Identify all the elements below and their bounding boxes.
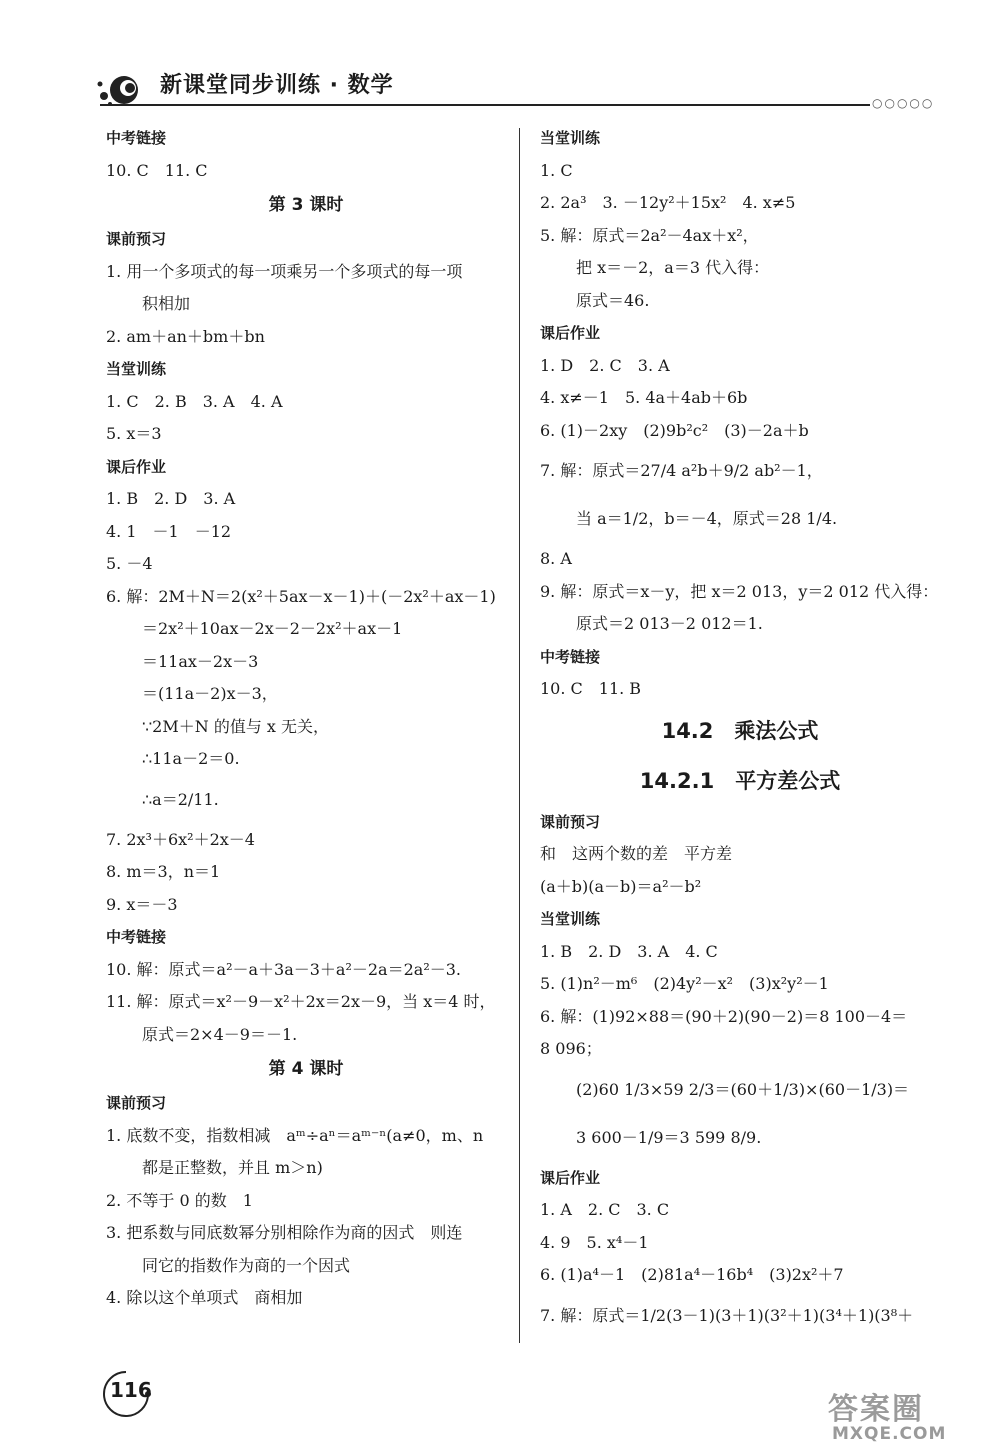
section-heading: 课前预习 — [106, 1094, 167, 1112]
section-heading: 当堂训练 — [540, 910, 601, 928]
page-number: 116 — [110, 1378, 152, 1402]
answer-line: 3 600－1/9＝3 599 8/9. — [576, 1127, 762, 1147]
section-heading: 课前预习 — [106, 230, 167, 248]
lesson-heading: 14.2.1 平方差公式 — [639, 768, 841, 793]
answer-line: 1. 用一个多项式的每一项乘另一个多项式的每一项 — [106, 261, 463, 281]
answer-line: 1. C — [540, 160, 573, 180]
section-heading: 课后作业 — [540, 324, 601, 342]
answer-line: 原式＝2×4－9＝－1. — [142, 1024, 298, 1044]
section-heading: 当堂训练 — [106, 360, 167, 378]
answer-line: 都是正整数，并且 m＞n) — [142, 1158, 323, 1177]
answer-line: 1. B 2. D 3. A 4. C — [540, 941, 718, 961]
lesson-heading: 第 3 课时 — [268, 195, 344, 215]
page-header-title: 新课堂同步训练 · 数学 — [160, 73, 394, 98]
answer-line: 1. D 2. C 3. A — [540, 355, 670, 375]
answer-line: 3. 把系数与同底数幂分别相除作为商的因式 则连 — [106, 1223, 463, 1242]
header-rule — [100, 104, 870, 106]
right-column — [540, 122, 940, 1340]
column-divider — [519, 128, 520, 1343]
watermark-url: MXQE.COM — [832, 1424, 947, 1444]
lesson-heading: 14.2 乘法公式 — [661, 718, 819, 743]
answer-line: 4. 9 5. x⁴－1 — [540, 1232, 649, 1252]
answer-line: (2)60 1/3×59 2/3＝(60＋1/3)×(60－1/3)＝ — [576, 1079, 910, 1099]
page-number-badge — [100, 1368, 152, 1420]
header-dots: ○○○○○ — [872, 96, 935, 110]
answer-line: 同它的指数作为商的一个因式 — [142, 1255, 351, 1275]
answer-line: 原式＝2 013－2 012＝1. — [576, 614, 763, 633]
answer-line: 当 a＝1/2，b＝－4，原式＝28 1/4. — [576, 509, 838, 528]
answer-line: 9. x＝－3 — [106, 894, 178, 914]
section-heading: 课后作业 — [540, 1168, 601, 1187]
answer-line: 2. am＋an＋bm＋bn — [106, 326, 265, 346]
answer-line: 8. m＝3，n＝1 — [106, 862, 221, 881]
answer-line: 10. C 11. C — [106, 160, 208, 180]
answer-line: ∴11a－2＝0. — [142, 749, 240, 768]
answer-line: 1. A 2. C 3. C — [540, 1200, 670, 1219]
page-header — [0, 60, 1000, 110]
answer-line: ＝11ax－2x－3 — [142, 651, 259, 671]
answer-line: 1. 底数不变，指数相减 aᵐ÷aⁿ＝aᵐ⁻ⁿ(a≠0，m、n — [106, 1125, 484, 1145]
answer-line: 5. －4 — [106, 554, 153, 573]
answer-line: ∴a＝2/11. — [142, 789, 219, 809]
watermark — [828, 1380, 988, 1450]
answer-line: 10. C 11. B — [540, 679, 642, 698]
answer-line: 8. A — [540, 549, 572, 568]
left-column — [106, 122, 506, 1315]
answer-line: 原式＝46. — [576, 290, 650, 310]
answer-line: 6. 解：2M＋N＝2(x²＋5ax－x－1)＋(－2x²＋ax－1) — [106, 586, 496, 606]
answer-line: 4. 1 －1 －12 — [106, 521, 232, 541]
answer-line: 积相加 — [142, 294, 191, 313]
section-heading: 中考链接 — [540, 647, 601, 666]
section-heading: 课前预习 — [540, 812, 601, 831]
answer-line: 2. 不等于 0 的数 1 — [106, 1190, 253, 1210]
watermark-text: 答案圈 — [828, 1392, 924, 1427]
answer-line: 和 这两个数的差 平方差 — [540, 844, 733, 863]
answer-line: 9. 解：原式＝x－y，把 x＝2 013，y＝2 012 代入得： — [540, 581, 939, 601]
answer-line: 1. B 2. D 3. A — [106, 489, 236, 508]
answer-line: 7. 2x³＋6x²＋2x－4 — [106, 829, 255, 849]
section-heading: 课后作业 — [106, 457, 167, 476]
answer-line: 2. 2a³ 3. －12y²＋15x² 4. x≠5 — [540, 193, 796, 212]
answer-line: 1. C 2. B 3. A 4. A — [106, 391, 283, 411]
section-heading: 当堂训练 — [540, 129, 601, 147]
answer-line: 4. 除以这个单项式 商相加 — [106, 1288, 303, 1307]
answer-line: 8 096； — [540, 1039, 602, 1058]
answer-line: 5. x＝3 — [106, 424, 162, 443]
answer-line: (a＋b)(a－b)＝a²－b² — [540, 876, 702, 896]
answer-line: 7. 解：原式＝1/2(3－1)(3＋1)(3²＋1)(3⁴＋1)(3⁸＋ — [540, 1305, 914, 1325]
answer-line: 7. 解：原式＝27/4 a²b＋9/2 ab²－1， — [540, 461, 823, 480]
answer-line: 5. (1)n²－m⁶ (2)4y²－x² (3)x²y²－1 — [540, 974, 829, 993]
lesson-heading: 第 4 课时 — [268, 1059, 344, 1079]
answer-line: 把 x＝－2，a＝3 代入得： — [576, 258, 770, 277]
answer-line: 4. x≠－1 5. 4a＋4ab＋6b — [540, 388, 748, 407]
answer-line: ＝2x²＋10ax－2x－2－2x²＋ax－1 — [142, 619, 403, 638]
section-heading: 中考链接 — [106, 129, 167, 147]
answer-line: 6. 解：(1)92×88＝(90＋2)(90－2)＝8 100－4＝ — [540, 1006, 908, 1026]
answer-line: 10. 解：原式＝a²－a＋3a－3＋a²－2a＝2a²－3. — [106, 959, 461, 979]
answer-line: 5. 解：原式＝2a²－4ax＋x²， — [540, 225, 759, 245]
answer-line: 11. 解：原式＝x²－9－x²＋2x＝2x－9，当 x＝4 时， — [106, 992, 496, 1011]
answer-line: 6. (1)a⁴－1 (2)81a⁴－16b⁴ (3)2x²＋7 — [540, 1265, 844, 1284]
answer-line: ＝(11a－2)x－3， — [142, 684, 278, 703]
answer-line: 6. (1)－2xy (2)9b²c² (3)－2a＋b — [540, 420, 809, 440]
answer-line: ∵2M＋N 的值与 x 无关， — [142, 716, 330, 736]
section-heading: 中考链接 — [106, 928, 167, 946]
